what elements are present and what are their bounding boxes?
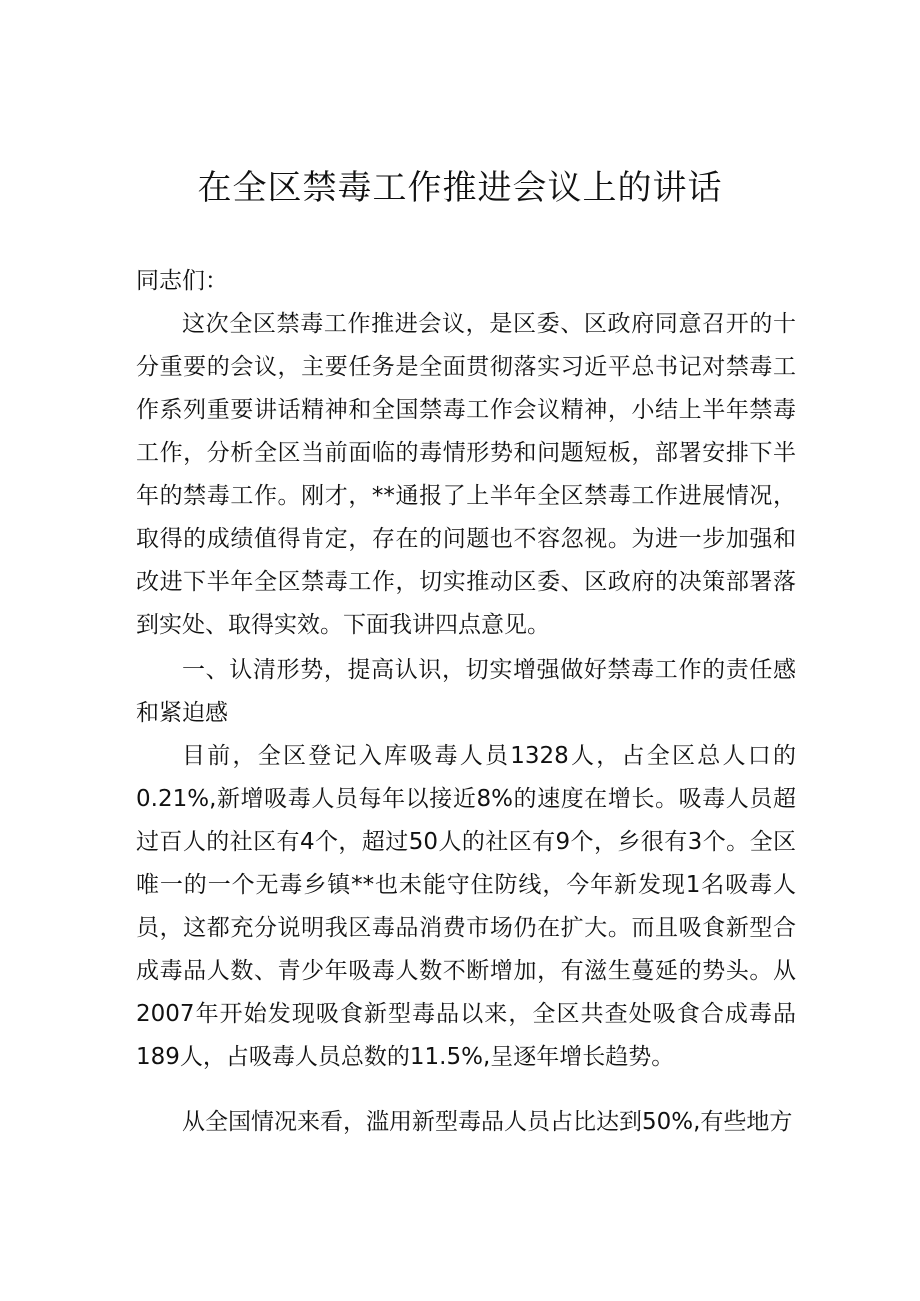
document-title: 在全区禁毒工作推进会议上的讲话: [197, 168, 723, 208]
salutation: 同志们：: [136, 268, 228, 294]
section-heading-1: 一、认清形势，提高认识，切实增强做好禁毒工作的责任感和紧迫感: [136, 657, 796, 726]
paragraph-intro: 这次全区禁毒工作推进会议，是区委、区政府同意召开的十分重要的会议，主要任务是全面贯彻落实习近平总书记对禁毒工作系列重要讲话精神和全国禁毒工作会议精神，小结上半年禁毒工作，分析全区当前面临的毒情形势和问题短板，部署安排下半年的禁毒工作。刚才，**通报了上半年全区禁毒工作进展情况，取得的成绩值得肯定，存在的问题也不容忽视。为进一步加强和改进下半年全区禁毒工作，切实推动区委、区政府的决策部署落到实处、取得实效。下面我讲四点意见。: [136, 311, 796, 638]
paragraph-national-situation: 从全国情况来看，滥用新型毒品人员占比达到50%,有些地方: [182, 1109, 793, 1135]
paragraph-current-situation: 目前，全区登记入库吸毒人员1328人，占全区总人口的0.21%,新增吸毒人员每年以接近8%的速度在增长。吸毒人员超过百人的社区有4个，超过50人的社区有9个，乡很有3个。全区唯一的一个无毒乡镇**也未能守住防线，今年新发现1名吸毒人员，这都充分说明我区毒品消费市场仍在扩大。而且吸食新型合成毒品人数、青少年吸毒人数不断增加，有滋生蔓延的势头。从2007年开始发现吸食新型毒品以来，全区共查处吸食合成毒品189人，占吸毒人员总数的11.5%,呈逐年增长趋势。: [136, 743, 796, 1070]
